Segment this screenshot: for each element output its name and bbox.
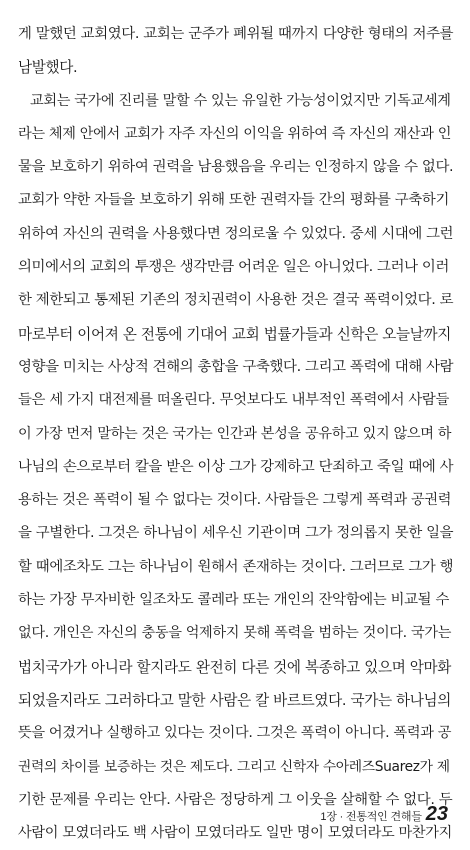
text-line: 한 제한되고 통제된 기존의 정치권력이 사용한 것은 결국 폭력이었다. 로 xyxy=(18,292,454,309)
text-line: 법치국가가 아니라 할지라도 완전히 다른 것에 복종하고 있으며 악마화 xyxy=(18,658,451,676)
text-line: 들은 세 가지 대전제를 떠올린다. 무엇보다도 내부적인 폭력에서 사람들 xyxy=(18,392,450,409)
text-line: 마로부터 이어져 온 전통에 기대어 교회 법률가들과 신학은 오늘날까지 xyxy=(18,325,451,343)
page-number: 23 xyxy=(425,803,448,825)
text-line: 하는 가장 무자비한 일조차도 콜레라 또는 개인의 잔악함에는 비교될 수 xyxy=(18,592,450,609)
page-footer xyxy=(320,803,448,825)
text-line: 권력의 차이를 보증하는 것은 제도다. 그리고 신학자 수아레즈Suarez가 제 xyxy=(18,758,450,775)
text-line: 할 때에조차도 그는 하나님이 원해서 존재하는 것이다. 그러므로 그가 행 xyxy=(18,558,454,575)
body-text xyxy=(18,18,454,850)
text-line: 교회는 국가에 진리를 말할 수 있는 유일한 가능성이었지만 기독교세계 xyxy=(30,92,451,109)
text-line: 사람이 모였더라도 백 사람이 모였더라도 일만 명이 모였더라도 마찬가지 xyxy=(18,825,452,842)
text-line: 게 말했던 교회였다. 교회는 군주가 폐위될 때까지 다양한 형태의 저주를 xyxy=(18,26,454,42)
text-line: 남발했다. xyxy=(18,59,78,77)
chapter-title: 1장 · 전통적인 견해들 xyxy=(320,811,422,823)
text-line: 물을 보호하기 위하여 권력을 남용했음을 우리는 인정하지 않을 수 없다. xyxy=(18,159,454,176)
text-line: 없다. 개인은 자신의 충동을 억제하지 못해 폭력을 범하는 것이다. 국가는 xyxy=(18,625,452,642)
text-line: 뜻을 어겼거나 실행하고 있다는 것이다. 그것은 폭력이 아니다. 폭력과 공 xyxy=(18,725,452,742)
document-page xyxy=(18,18,454,850)
text-line: 위하여 자신의 권력을 사용했다면 정의로울 수 있었다. 중세 시대에 그런 xyxy=(18,225,454,242)
text-line: 되었을지라도 그러하다고 말한 사람은 칼 바르트였다. 국가는 하나님의 xyxy=(18,691,451,709)
text-line: 나님의 손으로부터 칼을 받은 이상 그가 강제하고 단죄하고 죽일 때에 사 xyxy=(18,458,454,475)
text-line: 라는 체제 안에서 교회가 자주 자신의 이익을 위하여 즉 자신의 재산과 인 xyxy=(18,125,452,142)
text-line: 교회가 약한 자들을 보호하기 위해 또한 권력자들 간의 평화를 구축하기 xyxy=(18,192,450,209)
text-line: 의미에서의 교회의 투쟁은 생각만큼 어려운 일은 아니었다. 그러나 이러 xyxy=(18,259,450,276)
text-line: 을 구별한다. 그것은 하나님이 세우신 기관이며 그가 정의롭지 못한 일을 xyxy=(18,525,454,542)
text-line: 용하는 것은 폭력이 될 수 없다는 것이다. 사람들은 그렇게 폭력과 공권력 xyxy=(18,492,452,509)
text-line: 영향을 미치는 사상적 견해의 총합을 구축했다. 그리고 폭력에 대해 사람 xyxy=(18,358,454,375)
text-line: 기한 문제를 우리는 안다. 사람은 정당하게 그 이웃을 살해할 수 없다. 두 xyxy=(18,791,453,808)
text-line: 이 가장 먼저 말하는 것은 국가는 인간과 본성을 공유하고 있지 않으며 하 xyxy=(18,425,452,442)
